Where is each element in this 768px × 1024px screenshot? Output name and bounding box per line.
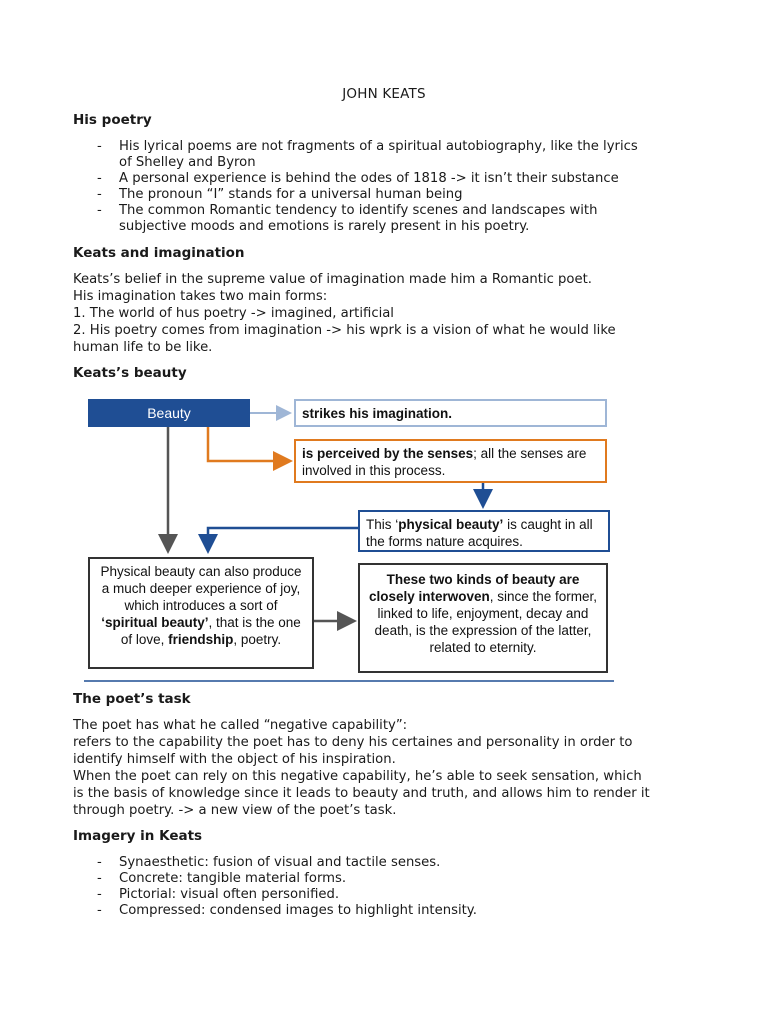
list-item-line: The common Romantic tendency to identify scenes and landscapes with xyxy=(119,203,598,218)
bullet-dash: - xyxy=(97,171,102,186)
list-item xyxy=(73,871,713,887)
paragraph-line: refers to the capability the poet has to deny his certaines and personality in order to xyxy=(73,735,633,750)
paragraph-line: The poet has what he called “negative capability”: xyxy=(73,718,408,733)
list-item xyxy=(73,139,713,171)
beauty-box: Beauty xyxy=(88,399,250,427)
heading-his-poetry: His poetry xyxy=(73,112,152,128)
two-kinds-text: , since the former, linked to life, enjoyment, decay and death, is the expression of the latter, related to eternity. xyxy=(374,589,598,655)
physical-bold-spiritual: ‘spiritual beauty’ xyxy=(101,615,209,630)
paragraph-line: identify himself with the object of his inspiration. xyxy=(73,752,396,767)
caught-text-b: is caught in all the forms nature acquires. xyxy=(366,517,593,549)
list-item xyxy=(73,855,713,871)
arrow-to-perceived xyxy=(208,427,288,461)
bullet-dash: - xyxy=(97,903,102,918)
his-poetry-list xyxy=(73,139,713,235)
two-kinds-bold: These two kinds of beauty are closely interwoven xyxy=(368,572,580,604)
list-item xyxy=(73,187,713,203)
heading-imagination: Keats and imagination xyxy=(73,245,245,261)
bullet-dash: - xyxy=(97,139,102,154)
bullet-dash: - xyxy=(97,187,102,202)
caught-text-a: This ‘ xyxy=(366,517,399,532)
list-item xyxy=(73,903,713,919)
paragraph-line: 2. His poetry comes from imagination -> his wprk is a vision of what he would like xyxy=(73,323,616,338)
list-item-line: The pronoun “I” stands for a universal human being xyxy=(119,187,463,202)
list-item-line: of Shelley and Byron xyxy=(119,155,256,170)
list-item xyxy=(73,203,713,235)
bullet-dash: - xyxy=(97,887,102,902)
list-item-line: A personal experience is behind the odes of 1818 -> it isn’t their substance xyxy=(119,171,619,186)
task-paragraph xyxy=(73,718,713,820)
paragraph-line: through poetry. -> a new view of the poet’s task. xyxy=(73,803,397,818)
bullet-dash: - xyxy=(97,871,102,886)
heading-beauty: Keats’s beauty xyxy=(73,365,187,381)
paragraph-line: Keats’s belief in the supreme value of imagination made him a Romantic poet. xyxy=(73,272,592,287)
physical-beauty-caught-box xyxy=(358,510,610,552)
perceived-text: ; all the senses are involved in this process. xyxy=(302,446,587,478)
imagery-list xyxy=(73,855,713,919)
list-item xyxy=(73,171,713,187)
paragraph-line: human life to be like. xyxy=(73,340,213,355)
arrow-to-physical xyxy=(208,528,358,549)
list-item-line: subjective moods and emotions is rarely present in his poetry. xyxy=(119,219,530,234)
caught-bold: physical beauty’ xyxy=(398,517,504,532)
paragraph-line: 1. The world of hus poetry -> imagined, artificial xyxy=(73,306,394,321)
bullet-dash: - xyxy=(97,203,102,218)
perceived-bold: is perceived by the senses xyxy=(302,446,474,461)
beauty-diagram xyxy=(84,395,614,685)
heading-imagery: Imagery in Keats xyxy=(73,828,203,844)
physical-beauty-box xyxy=(88,557,314,669)
list-item xyxy=(73,887,713,903)
heading-poets-task: The poet’s task xyxy=(73,691,191,707)
page-title: JOHN KEATS xyxy=(342,86,426,102)
two-kinds-box xyxy=(358,563,608,673)
imagination-paragraph xyxy=(73,272,713,357)
bullet-dash: - xyxy=(97,855,102,870)
list-item-line: Concrete: tangible material forms. xyxy=(119,871,347,886)
physical-text-b: , that is the one of love, xyxy=(120,615,301,647)
perceived-box xyxy=(294,439,607,483)
paragraph-line: is the basis of knowledge since it leads to beauty and truth, and allows him to render it xyxy=(73,786,650,801)
list-item-line: Pictorial: visual often personified. xyxy=(119,887,340,902)
paragraph-line: When the poet can rely on this negative capability, he’s able to seek sensation, which xyxy=(73,769,642,784)
physical-text-c: , poetry. xyxy=(233,632,282,647)
list-item-line: Synaesthetic: fusion of visual and tactile senses. xyxy=(119,855,441,870)
strikes-box: strikes his imagination. xyxy=(294,399,607,427)
paragraph-line: His imagination takes two main forms: xyxy=(73,289,328,304)
physical-bold-friendship: friendship xyxy=(168,632,234,647)
physical-text-a: Physical beauty can also produce a much deeper experience of joy, which introduces a sort of xyxy=(100,564,302,613)
list-item-line: Compressed: condensed images to highlight intensity. xyxy=(119,903,477,918)
list-item-line: His lyrical poems are not fragments of a spiritual autobiography, like the lyrics xyxy=(119,139,638,154)
